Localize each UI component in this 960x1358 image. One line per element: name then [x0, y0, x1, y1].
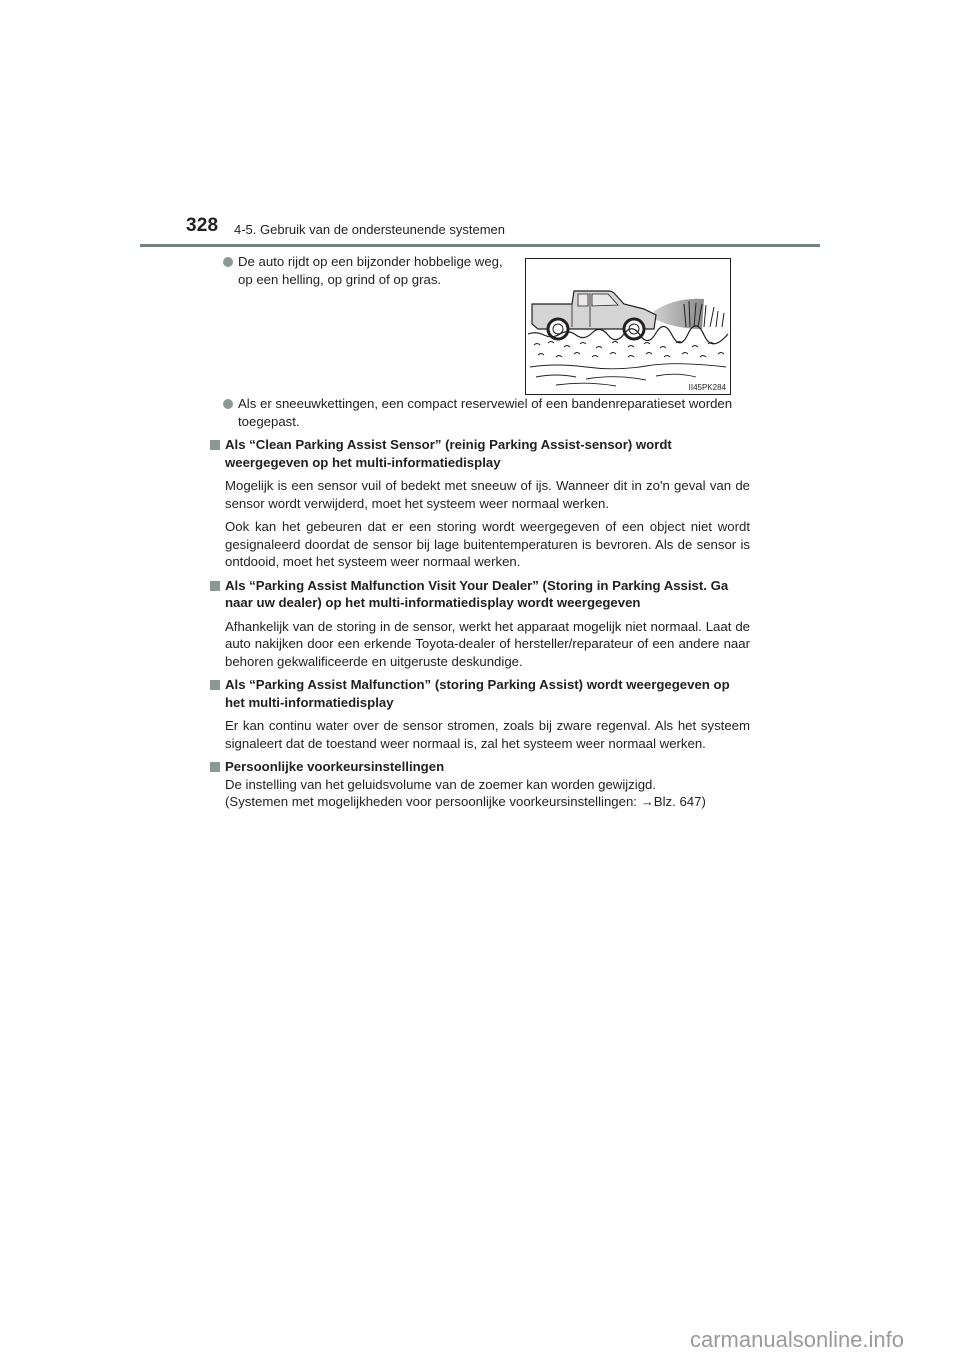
bullet-item — [210, 395, 750, 430]
square-bullet-icon — [210, 762, 220, 772]
section-malfunction-dealer — [210, 577, 750, 671]
square-bullet-icon — [210, 581, 220, 591]
content — [210, 253, 750, 811]
watermark: carmanualsonline.info — [690, 1327, 905, 1352]
bullet-dot-icon — [223, 257, 233, 267]
bullet-dot-icon — [223, 399, 233, 409]
section-malfunction — [210, 676, 750, 752]
paragraph: De instelling van het geluidsvolume van de zoemer kan worden gewijzigd. — [225, 776, 657, 792]
section-clean-sensor — [210, 436, 750, 571]
header-rule — [140, 244, 820, 247]
section-personal-settings — [210, 758, 750, 811]
section-heading: Persoonlijke voorkeursinstellingen — [210, 758, 750, 776]
section-heading: Als “Parking Assist Malfunction” (storing Parking Assist) wordt weergegeven op het multi-informatiedisplay — [210, 676, 750, 711]
paragraph: Er kan continu water over de sensor stromen, zoals bij zware regenval. Als het systeem signaleert dat de toestand weer normaal is, zal het systeem weer normaal werken. — [225, 718, 750, 751]
square-bullet-icon — [210, 440, 220, 450]
section-heading: Als “Parking Assist Malfunction Visit Your Dealer” (Storing in Parking Assist. Ga naar uw dealer) op het multi-informatiedisplay wordt weergegeven — [210, 577, 750, 612]
paragraph: Afhankelijk van de storing in de sensor, werkt het apparaat mogelijk niet normaal. Laat de auto nakijken door een erkende Toyota-dealer of hersteller/reparateur of een andere naar behoren gekwalificeerde en uitgeruste deskundige. — [225, 618, 750, 669]
paragraph: Mogelijk is een sensor vuil of bedekt met sneeuw of ijs. Wanneer dit in zo'n geval van de sensor wordt verwijderd, moet het systeem weer normaal werken. — [225, 478, 750, 511]
figure-code: II45PK284 — [688, 383, 726, 392]
page-number: 328 — [186, 215, 219, 236]
bullet-text: De auto rijdt op een bijzonder hobbelige weg, op een helling, op grind of op gras. — [238, 254, 503, 287]
square-bullet-icon — [210, 680, 220, 690]
section-title: 4-5. Gebruik van de ondersteunende systemen — [234, 222, 506, 237]
paragraph: Ook kan het gebeuren dat er een storing wordt weergegeven of een object niet wordt gesignaleerd doordat de sensor bij lage buitentemperaturen is bevroren. Als de sensor is ontdooid, moet het systeem weer normaal werken. — [225, 519, 750, 569]
bullet-text: Als er sneeuwkettingen, een compact reservewiel of een bandenreparatieset worden toegepast. — [238, 396, 733, 429]
section-heading: Als “Clean Parking Assist Sensor” (reinig Parking Assist-sensor) wordt weergegeven op het multi-informatiedisplay — [210, 436, 750, 471]
page-reference-link[interactable]: (Systemen met mogelijkheden voor persoonlijke voorkeursinstellingen: →Blz. 647) — [225, 794, 706, 809]
bullet-item — [210, 253, 508, 288]
